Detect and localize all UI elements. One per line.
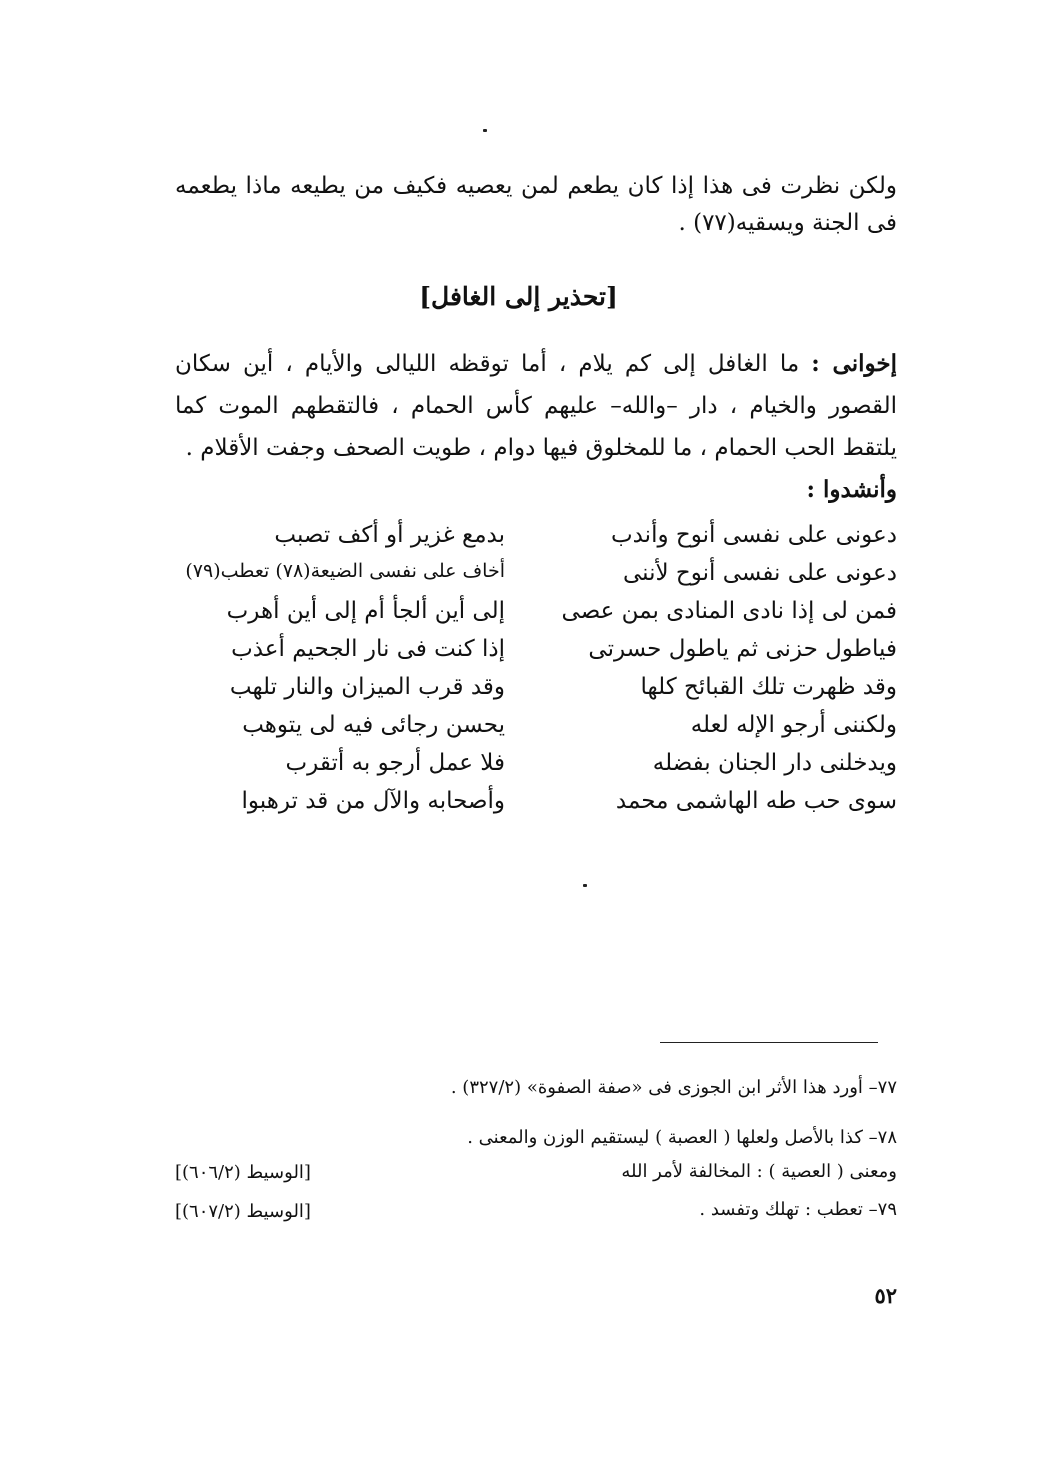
poem-verse (175, 712, 897, 750)
poem-verse (175, 750, 897, 788)
page-number: ٥٢ (874, 1283, 897, 1308)
footnote-77: ٧٧– أورد هذا الأثر ابن الجوزى فى «صفة الصفوة» (٣٢٧/٢) . (450, 1077, 897, 1098)
verse-second-hemistich: إذا كنت فى نار الجحيم أعذب (231, 636, 505, 662)
verse-first-hemistich: وقد ظهرت تلك القبائح كلها (640, 674, 897, 700)
poem (175, 522, 897, 826)
footnote-78-line1: ٧٨– كذا بالأصل ولعلها ( العصبة ) ليستقيم الوزن والمعنى . (467, 1127, 897, 1148)
verse-first-hemistich: دعونى على نفسى أنوح وأندب (610, 522, 897, 548)
verse-second-hemistich: يحسن رجائى فيه لى يتوهب (242, 712, 505, 738)
verse-second-hemistich: وقد قرب الميزان والنار تلهب (229, 674, 505, 700)
footnote-78-line2: ومعنى ( العصية ) : المخالفة لأمر الله (621, 1161, 897, 1182)
poem-verse (175, 636, 897, 674)
section-heading: [تحذير إلى الغافل] (419, 282, 618, 311)
body-paragraph (175, 343, 897, 511)
page-dot (483, 129, 487, 132)
verse-first-hemistich: سوى حب طه الهاشمى محمد (615, 788, 897, 814)
footnote-79: ٧٩– تعطب : تهلك وتفسد . (699, 1199, 897, 1220)
verse-first-hemistich: ويدخلنى دار الجنان بفضله (652, 750, 897, 776)
verse-second-hemistich: إلى أين ألجأ أم إلى أين أهرب (226, 598, 505, 624)
verse-second-hemistich: أخاف على نفسى الضيعة(٧٨) تعطب(٧٩) (185, 560, 505, 582)
verse-first-hemistich: ولكننى أرجو الإله لعله (690, 712, 897, 738)
poem-verse (175, 788, 897, 826)
verse-second-hemistich: وأصحابه والآل من قد ترهبوا (241, 788, 505, 814)
poem-verse (175, 522, 897, 560)
footnote-79-reference: [الوسيط (٦٠٧/٢)] (175, 1201, 311, 1222)
page-dot (583, 884, 587, 887)
poem-verse (175, 560, 897, 598)
poem-verse (175, 598, 897, 636)
verse-first-hemistich: فمن لى إذا نادى المنادى بمن عصى (561, 598, 897, 624)
footnote-separator (660, 1042, 878, 1043)
verse-second-hemistich: بدمع غزير أو أكف تصبب (274, 522, 505, 548)
footnote-78-reference: [الوسيط (٦٠٦/٢)] (175, 1162, 311, 1183)
intro-paragraph: ولكن نظرت فى هذا إذا كان يطعم لمن يعصيه فكيف من يطيعه ماذا يطعمه فى الجنة ويسقيه(٧٧) . (175, 173, 897, 236)
paragraph-lead: إخوانى : (811, 350, 897, 377)
verse-first-hemistich: فياطول حزنى ثم ياطول حسرتى (588, 636, 897, 662)
paragraph-body: ما الغافل إلى كم يلام ، أما توقظه الليالى والأيام ، أين سكان القصور والخيام ، دار –والله– عليهم كأس الحمام ، فالتقطهم الموت كما يلتقط الحب الحمام ، ما للمخلوق فيها دوام ، طويت الصحف وجفت الأقلام . (175, 351, 897, 461)
verse-second-hemistich: فلا عمل أرجو به أتقرب (285, 750, 505, 776)
paragraph-closing: وأنشدوا : (806, 476, 897, 503)
verse-first-hemistich: دعونى على نفسى أنوح لأننى (622, 560, 897, 586)
poem-verse (175, 674, 897, 712)
